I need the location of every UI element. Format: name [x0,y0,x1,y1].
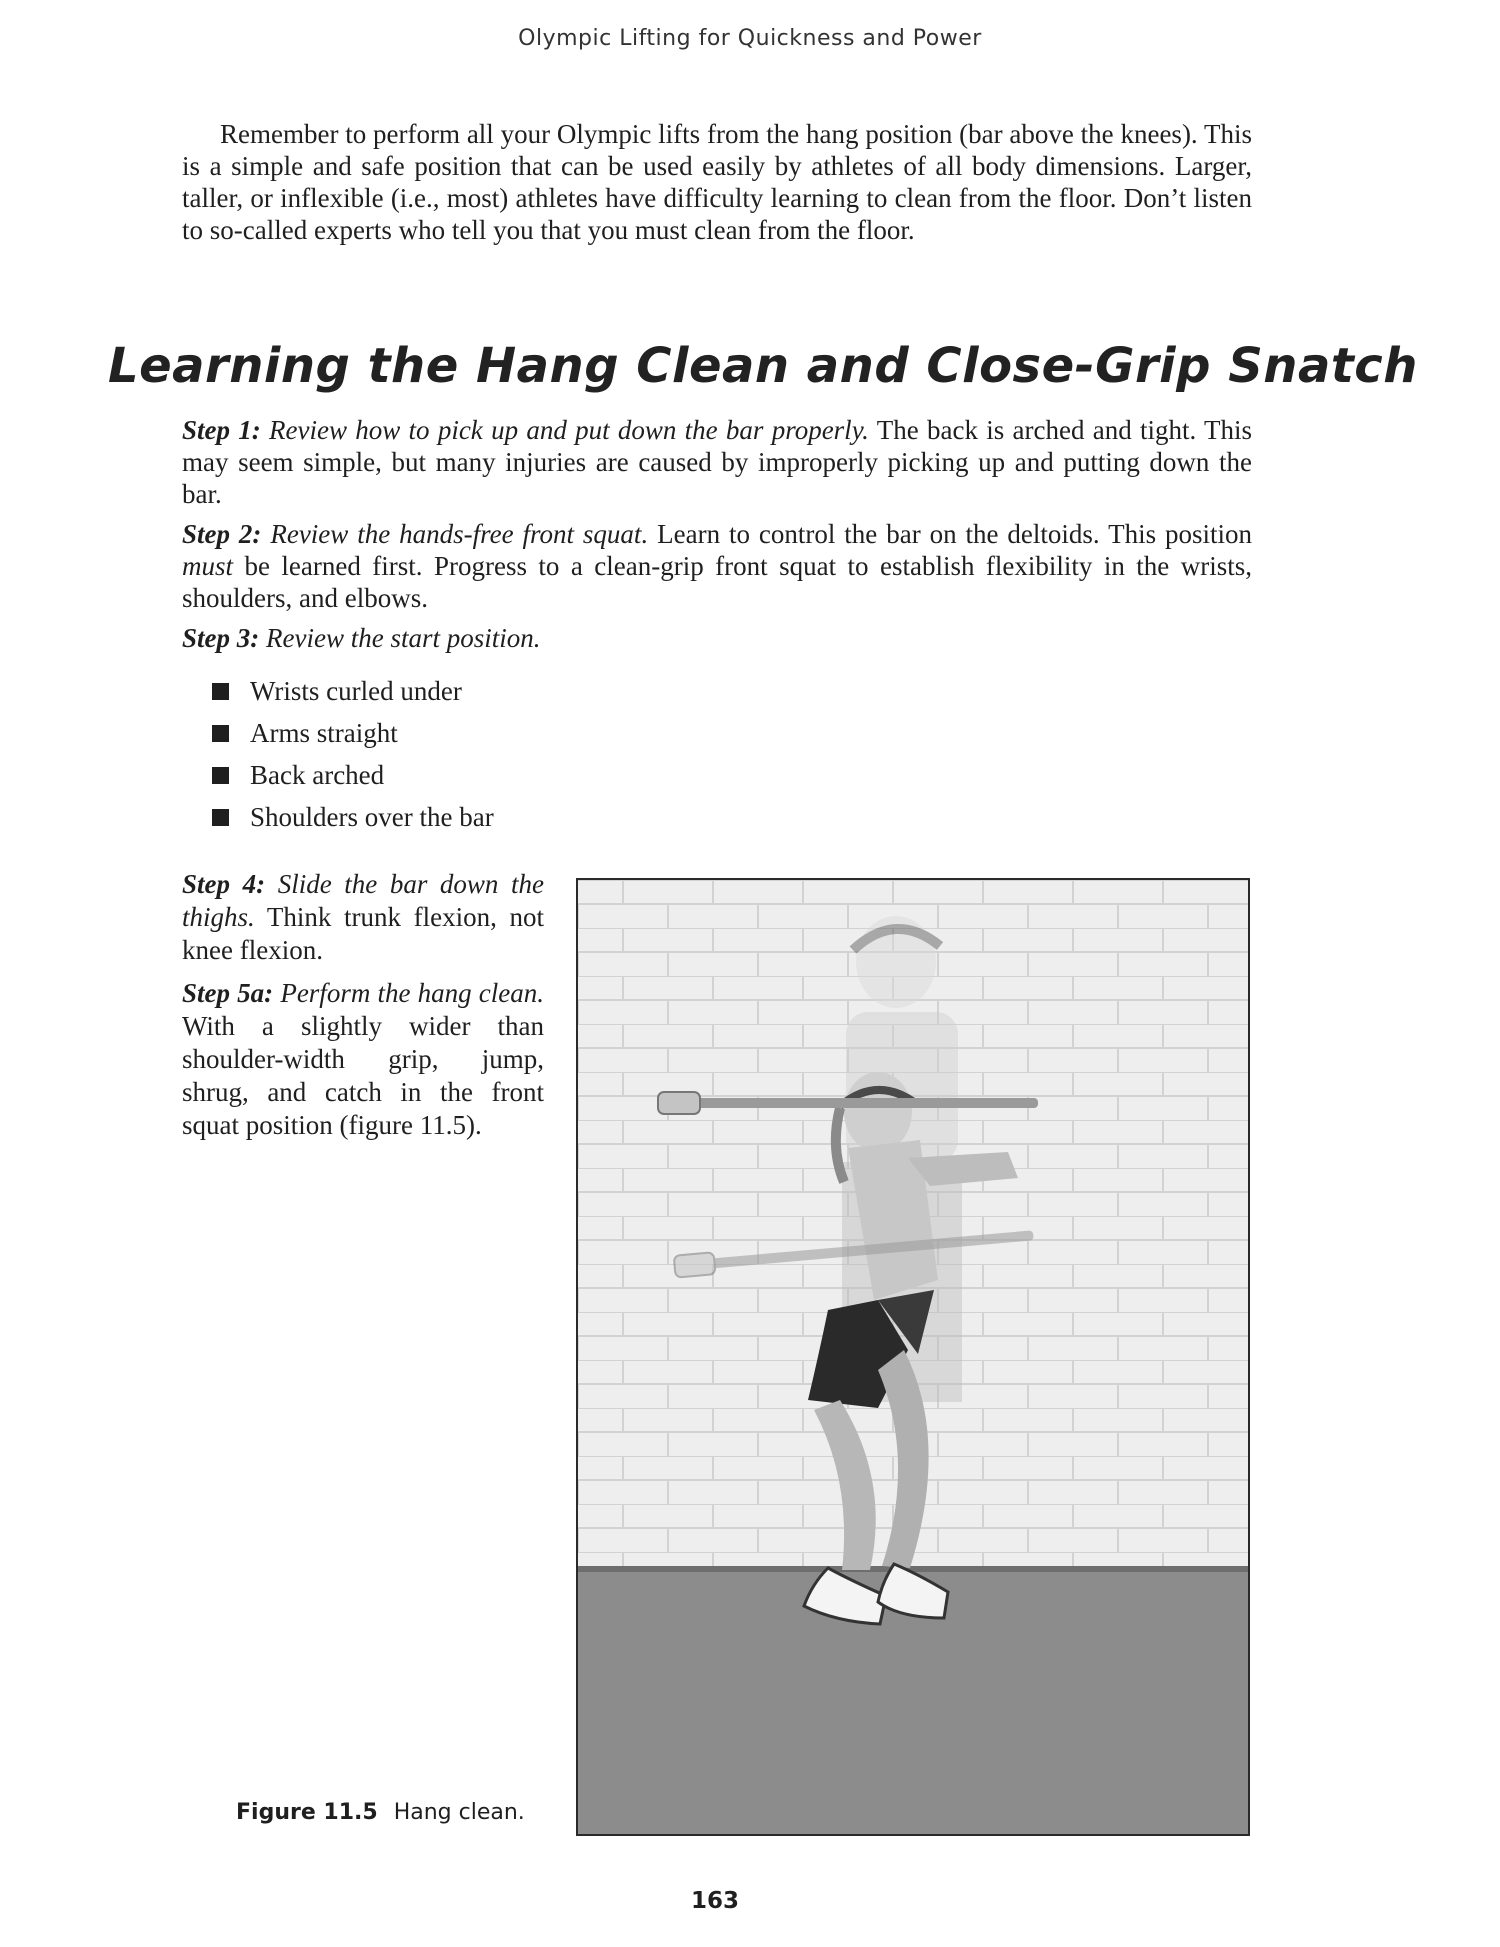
bullet-square-icon [212,683,229,700]
step-text: The back is arched and tight. This may seem simple, but many injuries are caused by improperly picking up and putting down the bar. [182,415,1253,509]
step-label: Step 4: [182,869,266,899]
step-lead: Review the hands-free front squat. [270,519,649,549]
bullet-square-icon [212,767,229,784]
hang-clean-illustration [578,880,1248,1834]
list-item [212,712,1252,754]
step-lead: Review how to pick up and put down the bar properly. [269,415,869,445]
step-text: Think trunk flexion, not knee flexion. [182,902,544,965]
step-label: Step 3: [182,623,260,653]
page-number: 163 [690,1888,739,1914]
step-1 [182,414,1252,510]
list-item [212,754,1252,796]
list-item-text: Shoulders over the bar [250,802,494,832]
step-text: With a slightly wider than shoulder-width grip, jump, shrug, and catch in the front squat position (figure 11.5). [182,1011,544,1140]
steps-section [182,414,1252,838]
bullet-square-icon [212,809,229,826]
start-position-list [212,670,1252,838]
step-text: be learned first. Progress to a clean-grip front squat to establish flexibility in the wrists, shoulders, and elbows. [182,551,1252,613]
step-label: Step 2: [182,519,262,549]
intro-paragraph: Remember to perform all your Olympic lifts from the hang position (bar above the knees). This is a simple and safe position that can be used easily by athletes of all body dimensions. Larger, taller, or inflexible (i.e., most) athletes have difficulty learning to clean from the floor. Don’t listen to so-called experts who tell you that you must clean from the floor. [182,119,1252,245]
step-text: Learn to control the bar on the deltoids. This position [657,519,1253,549]
hang-clean-photo [576,878,1250,1836]
step-4 [182,868,544,967]
step-2 [182,518,1252,614]
list-item-text: Wrists curled under [250,676,462,706]
running-head: Olympic Lifting for Quickness and Power [518,26,982,51]
steps-left-column [182,868,544,1152]
step-3 [182,622,1252,654]
figure-caption-text: Hang clean. [393,1800,525,1825]
section-title: Learning the Hang Clean and Close-Grip Snatch [108,338,1418,394]
step-label: Step 5a: [182,978,274,1008]
step-emphasis: must [182,551,234,581]
step-label: Step 1: [182,415,261,445]
list-item [212,796,1252,838]
bullet-square-icon [212,725,229,742]
step-lead: Perform the hang clean. [280,978,545,1008]
list-item [212,670,1252,712]
step-lead: Slide the bar down the thighs. [182,869,545,932]
step-5a [182,977,544,1142]
figure-caption [236,1800,556,1825]
step-lead: Review the start position. [266,623,541,653]
figure-label: Figure 11.5 [236,1800,378,1825]
list-item-text: Back arched [250,760,385,790]
list-item-text: Arms straight [250,718,398,748]
